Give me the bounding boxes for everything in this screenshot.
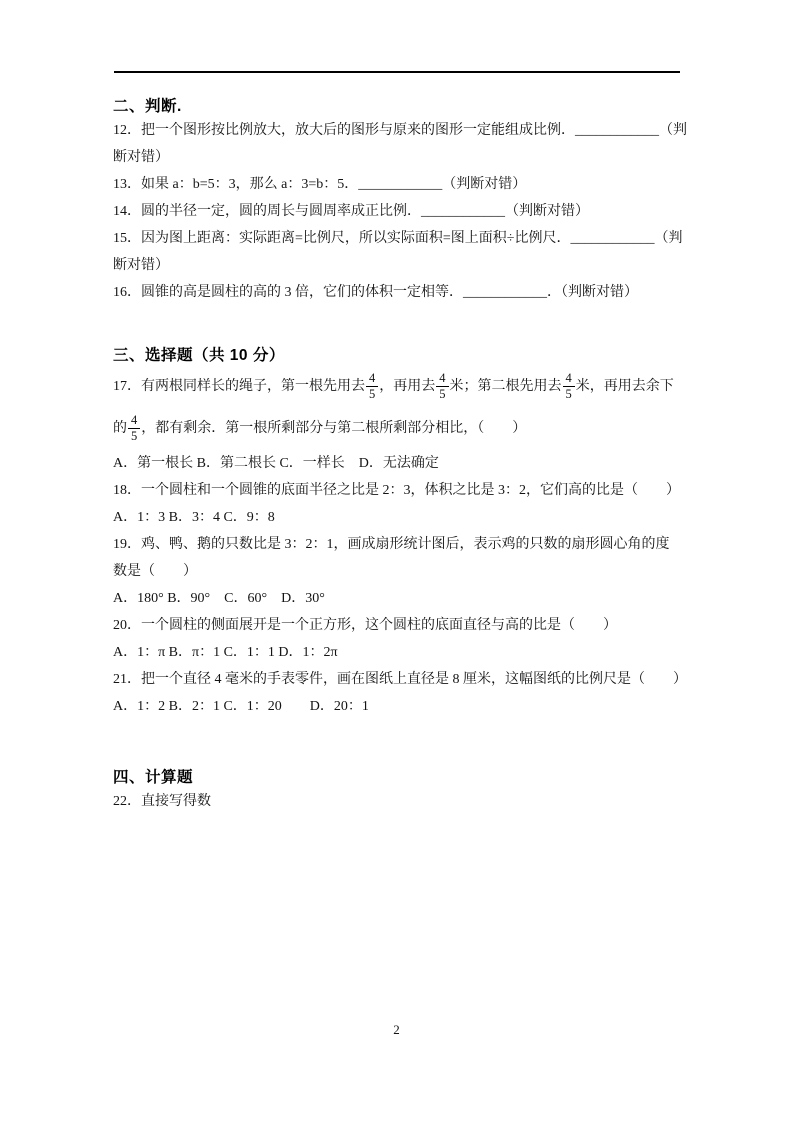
question-17-text: 米，再用去余下	[575, 379, 674, 394]
question-17-text: ，再用去	[379, 379, 436, 394]
question-17	[113, 366, 685, 450]
question-19-line1: 19．鸡、鸭、鹅的只数比是 3：2：1，画成扇形统计图后，表示鸡的只数的扇形圆心角的度	[113, 537, 670, 552]
question-20-options: A．1：π B．π：1 C．1：1 D．1：2π	[113, 645, 338, 660]
fraction-numerator: 4	[436, 372, 448, 388]
question-15	[113, 225, 685, 279]
question-21-options: A．1：2 B．2：1 C．1：20 D．20：1	[113, 699, 369, 714]
section-judgment-heading: 二、判断.	[113, 98, 182, 115]
fraction-four-fifths	[128, 414, 140, 445]
page-number: 2	[393, 1022, 400, 1037]
question-16: 16．圆锥的高是圆柱的高的 3 倍，它们的体积一定相等．____________．（判断对错）	[113, 285, 638, 300]
fraction-numerator: 4	[563, 372, 575, 388]
fraction-four-fifths	[366, 372, 378, 403]
question-15-line1: 15．因为图上距离：实际距离=比例尺，所以实际面积=图上面积÷比例尺．____________（判	[113, 231, 683, 246]
fraction-denominator: 5	[439, 387, 446, 402]
fraction-four-fifths	[436, 372, 448, 403]
question-12-line1: 12．把一个图形按比例放大，放大后的图形与原来的图形一定能组成比例．____________（判	[113, 123, 687, 138]
fraction-four-fifths	[563, 372, 575, 403]
question-17-line1	[113, 366, 685, 408]
fraction-denominator: 5	[565, 387, 572, 402]
question-20: 20．一个圆柱的侧面展开是一个正方形，这个圆柱的底面直径与高的比是（ ）	[113, 618, 617, 633]
question-17-text: ，都有剩余．第一根所剩部分与第二根所剩部分相比，（ ）	[141, 421, 527, 436]
question-19	[113, 531, 685, 585]
question-19-line2: 数是（ ）	[113, 564, 197, 579]
question-12	[113, 117, 685, 171]
fraction-denominator: 5	[369, 387, 376, 402]
question-14: 14．圆的半径一定，圆的周长与圆周率成正比例．____________（判断对错）	[113, 204, 589, 219]
question-13: 13．如果 a：b=5：3，那么 a：3=b：5．____________（判断对错）	[113, 177, 527, 192]
question-18-options: A．1：3 B．3：4 C．9：8	[113, 510, 275, 525]
document-page-content	[113, 0, 685, 815]
section-calculation-heading: 四、计算题	[113, 769, 194, 786]
question-17-options: A．第一根长 B．第二根长 C．一样长 D．无法确定	[113, 456, 439, 471]
question-19-options: A．180° B．90° C．60° D．30°	[113, 591, 325, 606]
question-17-line2	[113, 408, 685, 450]
question-17-text: 米；第二根先用去	[449, 379, 562, 394]
question-22: 22．直接写得数	[113, 794, 211, 809]
question-21: 21．把一个直径 4 毫米的手表零件，画在图纸上直径是 8 厘米，这幅图纸的比例尺是（ ）	[113, 672, 687, 687]
question-17-text: 17．有两根同样长的绳子，第一根先用去	[113, 379, 365, 394]
fraction-denominator: 5	[131, 429, 138, 444]
fraction-numerator: 4	[128, 414, 140, 430]
question-15-line2: 断对错）	[113, 258, 169, 273]
section-choice-heading: 三、选择题（共 10 分）	[113, 347, 285, 364]
fraction-numerator: 4	[366, 372, 378, 388]
question-17-text: 的	[113, 421, 127, 436]
question-12-line2: 断对错）	[113, 150, 169, 165]
question-18: 18．一个圆柱和一个圆锥的底面半径之比是 2：3，体积之比是 3：2，它们高的比是（ ）	[113, 483, 680, 498]
